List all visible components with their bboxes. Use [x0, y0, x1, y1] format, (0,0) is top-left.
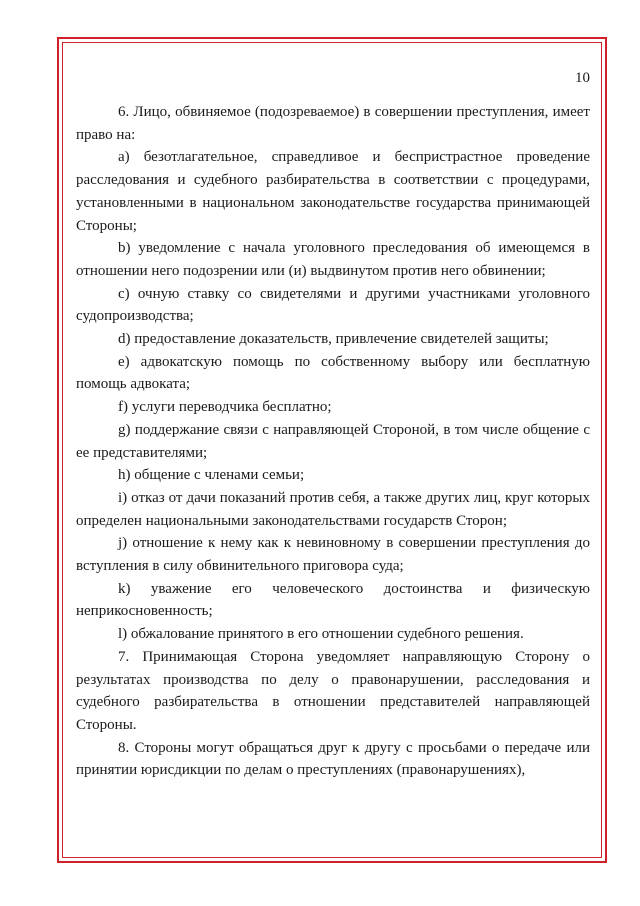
list-item-h: h) общение с членами семьи;: [118, 467, 305, 484]
list-item-k: k) уважение его человеческого достоинства и физическую неприкосновенность;: [76, 580, 590, 620]
paragraph-7: 7. Принимающая Сторона уведомляет направляющую Сторону о результатах производства по делу о правонарушении, расследования и судебного разбирательства в отношении представителей направляющей Стороны.: [76, 648, 590, 733]
paragraph-6: 6. Лицо, обвиняемое (подозреваемое) в совершении преступления, имеет право на:: [76, 104, 590, 143]
document-body: [76, 101, 590, 782]
list-item-e: e) адвокатскую помощь по собственному выбору или бесплатную помощь адвоката;: [76, 353, 590, 393]
list-item-i: i) отказ от дачи показаний против себя, а также других лиц, круг которых определен национальными законодательствами государств Сторон;: [76, 489, 590, 529]
list-item-l: l) обжалование принятого в его отношении судебного решения.: [118, 626, 524, 643]
list-item-b: b) уведомление с начала уголовного преследования об имеющемся в отношении него подозрении или (и) выдвинутом против него обвинении;: [76, 240, 590, 279]
page-number: 10: [575, 70, 590, 86]
list-item-c: c) очную ставку со свидетелями и другими участниками уголовного судопроизводства;: [76, 285, 590, 325]
list-item-j: j) отношение к нему как к невиновному в совершении преступления до вступления в силу обвинительного приговора суда;: [76, 535, 590, 575]
list-item-a: a) безотлагательное, справедливое и беспристрастное проведение расследования и судебного разбирательства в соответствии с процедурами, установленными в национальном законодательстве государства принимающей Стороны;: [76, 149, 590, 234]
paragraph-8: 8. Стороны могут обращаться друг к другу с просьбами о передаче или принятии юрисдикции по делам о преступлениях (правонарушениях),: [76, 739, 590, 779]
list-item-f: f) услуги переводчика бесплатно;: [118, 399, 332, 416]
list-item-g: g) поддержание связи с направляющей Стороной, в том числе общение с ее представителями;: [76, 421, 590, 461]
list-item-d: d) предоставление доказательств, привлечение свидетелей защиты;: [118, 331, 549, 348]
